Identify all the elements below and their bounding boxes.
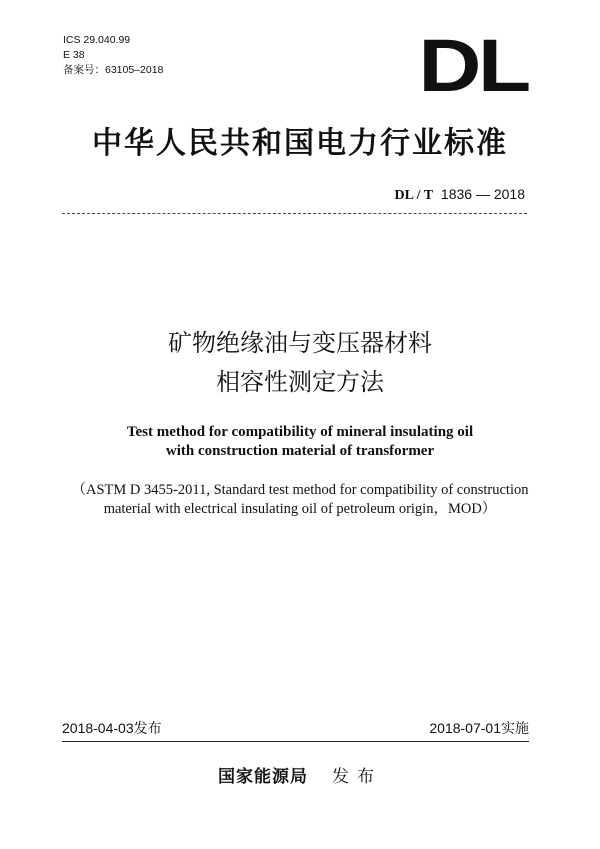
ics-code: ICS 29.040.99 xyxy=(63,34,131,46)
publisher-line xyxy=(0,762,600,787)
classification-block xyxy=(63,33,163,78)
ccs-code: E 38 xyxy=(63,49,85,61)
top-divider xyxy=(62,213,527,214)
standard-category-title: 中华人民共和国电力行业标准 xyxy=(92,126,508,161)
publish-date: 2018-04-03发布 xyxy=(62,720,162,736)
record-number: 备案号：63105–2018 xyxy=(63,64,164,76)
chinese-title-line-1: 矿物绝缘油与变压器材料 xyxy=(168,329,432,357)
bottom-divider xyxy=(62,741,529,742)
publisher-action: 发布 xyxy=(332,767,382,787)
dl-logo: DL xyxy=(418,24,528,107)
standard-code: DL / T xyxy=(394,188,434,203)
chinese-title-line-2: 相容性测定方法 xyxy=(216,368,384,396)
implementation-date: 2018-07-01实施 xyxy=(429,720,529,736)
publisher-name: 国家能源局 xyxy=(218,767,308,787)
adoption-note-line-1: （ASTM D 3455-2011, Standard test method for compatibility of construction xyxy=(71,482,529,498)
english-title-line-2: with construction material of transformer xyxy=(165,443,435,459)
english-title-line-1: Test method for compatibility of mineral insulating oil xyxy=(126,424,474,440)
adoption-note-line-2: material with electrical insulating oil of petroleum origin，MOD） xyxy=(103,501,497,517)
standard-year-number: 1836 — 2018 xyxy=(440,186,525,202)
standard-number xyxy=(394,186,525,204)
